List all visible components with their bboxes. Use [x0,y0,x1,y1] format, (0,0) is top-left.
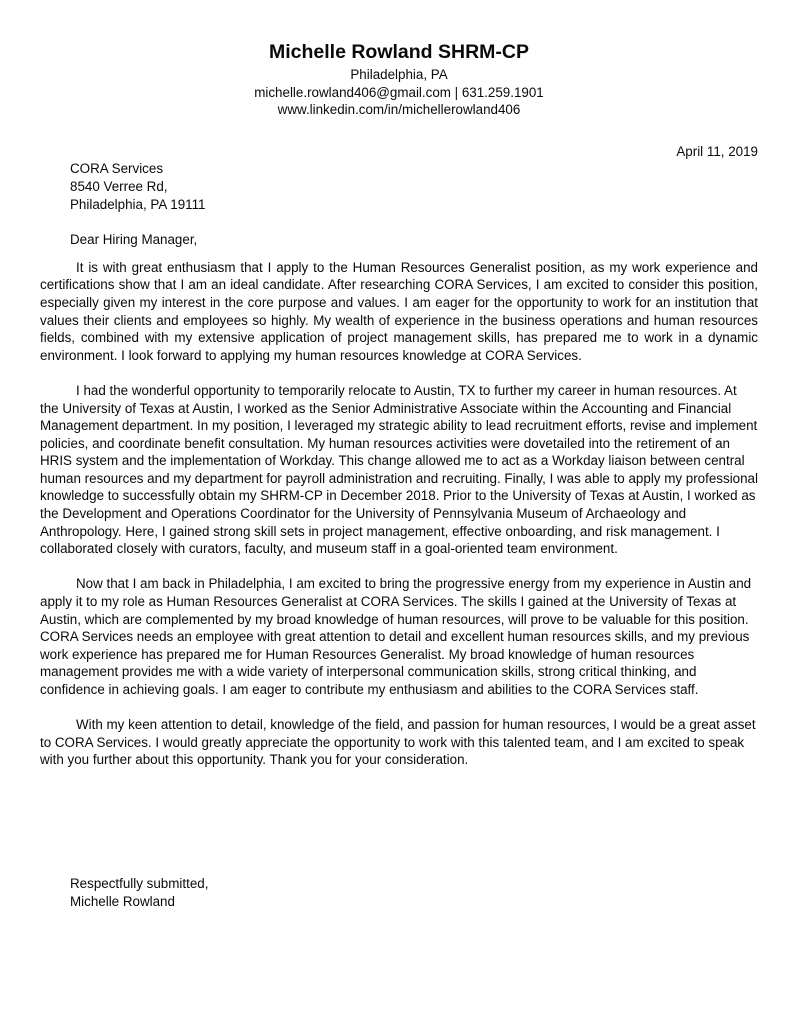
recipient-address [40,160,758,213]
closing-block [40,875,758,910]
sender-location: Philadelphia, PA [350,67,448,82]
letter-date: April 11, 2019 [676,143,758,159]
body-paragraph-4: With my keen attention to detail, knowledge of the field, and passion for human resources, I would be a great asset to CORA Services. I would greatly appreciate the opportunity to work with this talented team, and I am excited to speak with you further about this opportunity. Thank you for your consideration. [40,717,756,768]
recipient-street: 8540 Verree Rd, [70,178,168,194]
body-paragraph-3: Now that I am back in Philadelphia, I am excited to bring the progressive energy from my experience in Austin and apply it to my role as Human Resources Generalist at CORA Services. The skills I gained at the University of Texas at Austin, which are complemented by my broad knowledge of human resources, will prove to be valuable for this position. CORA Services needs an employee with great attention to detail and excellent human resources skills, and my previous work experience has prepared me for Human Resources Generalist. My broad knowledge of human resources management provides me with a wide variety of interpersonal communication skills, strong critical thinking, and confidence in achieving goals. I am eager to contribute my enthusiasm and abilities to the CORA Services staff. [40,576,752,697]
signature-name: Michelle Rowland [70,893,175,909]
salutation: Dear Hiring Manager, [70,232,198,248]
sender-name: Michelle Rowland SHRM-CP [268,41,530,63]
body-paragraph-2: I had the wonderful opportunity to temporarily relocate to Austin, TX to further my career in human resources. At the University of Texas at Austin, I worked as the Senior Administrative Associate within the Accounting and Financial Management department. In my position, I leveraged my strategic ability to lead recruitment efforts, revise and implement policies, and coordinate benefit consultation. My human resources activities were dovetailed into the retirement of an HRIS system and the implementation of Workday. This change allowed me to act as a Workday liaison between central human resources and my department for payroll administration and recruiting. Finally, I was able to apply my professional knowledge to successfully obtain my SHRM-CP in December 2018. Prior to the University of Texas at Austin, I worked as the Development and Operations Coordinator for the University of Pennsylvania Museum of Archaeology and Anthropology. Here, I gained strong skill sets in project management, effective onboarding, and risk management. I collaborated closely with curators, faculty, and museum staff in a goal-oriented team environment. [40,382,758,557]
sender-contact: michelle.rowland406@gmail.com | 631.259.1901 [254,84,544,100]
closing-phrase: Respectfully submitted, [70,875,209,891]
letter-header [40,40,758,119]
body-paragraph-1: It is with great enthusiasm that I apply to the Human Resources Generalist position, as my work experience and certifications show that I am an ideal candidate. After researching CORA Services, I am excited to consider this position, especially given my interest in the core purpose and values. I am eager for the opportunity to work for an institution that values their clients and employees so highly. My wealth of experience in the business operations and human resources fields, combined with my extensive application of project management skills, has prepared me to work in a dynamic environment. I look forward to applying my human resources knowledge at CORA Services. [40,259,758,363]
recipient-name: CORA Services [70,161,164,177]
recipient-city: Philadelphia, PA 19111 [70,196,206,212]
sender-linkedin: www.linkedin.com/in/michellerowland406 [277,102,521,118]
